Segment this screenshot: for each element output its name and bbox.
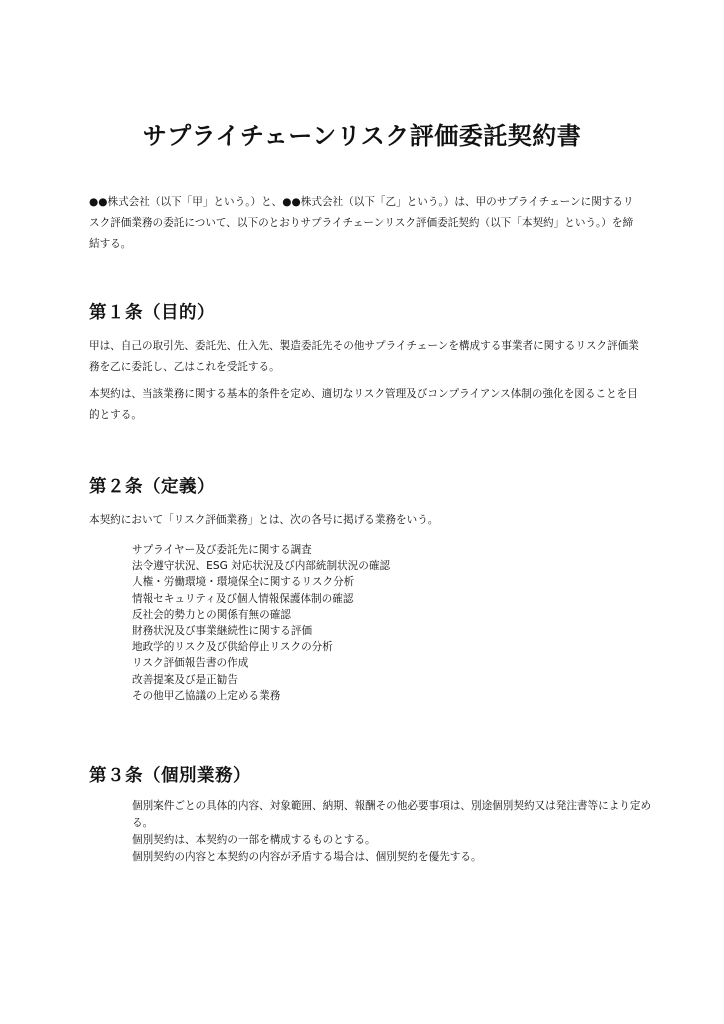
article-2-heading: 第２条（定義） — [89, 477, 215, 497]
list-item: 財務状況及び事業継続性に関する評価 — [132, 625, 313, 638]
article-2-item-list — [132, 542, 652, 704]
list-item: 人権・労働環境・環境保全に関するリスク分析 — [132, 576, 355, 589]
list-item: 個別案件ごとの具体的内容、対象範囲、納期、報酬その他必要事項は、別途個別契約又は発注書等により定める。 — [132, 800, 652, 829]
list-item: 情報セキュリティ及び個人情報保護体制の確認 — [132, 592, 354, 605]
list-item: 改善提案及び是正勧告 — [132, 673, 238, 686]
list-item: 法令遵守状況、ESG 対応状況及び内部統制状況の確認 — [132, 560, 391, 573]
list-item: 個別契約の内容と本契約の内容が矛盾する場合は、個別契約を優先する。 — [132, 851, 482, 863]
article-1-heading: 第１条（目的） — [89, 303, 215, 323]
article-3-heading: 第３条（個別業務） — [89, 766, 251, 786]
list-item: 反社会的勢力との関係有無の確認 — [132, 608, 291, 621]
article-1-paragraph-1: 甲は、自己の取引先、委託先、仕入先、製造委託先その他サプライチェーンを構成する事業者に関するリスク評価業務を乙に委託し、乙はこれを受託する。 — [89, 340, 639, 373]
list-item: リスク評価報告書の作成 — [132, 657, 249, 670]
list-item: 個別契約は、本契約の一部を構成するものとする。 — [132, 834, 376, 846]
preamble: ●●株式会社（以下「甲」という。）と、●●株式会社（以下「乙」という。）は、甲のサプライチェーンに関するリスク評価業務の委託について、以下のとおりサプライチェーンリスク評価委託契約（以下「本契約」という。）を締結する。 — [89, 196, 634, 250]
article-2-intro: 本契約において「リスク評価業務」とは、次の各号に掲げる業務をいう。 — [89, 514, 439, 526]
list-item: 地政学的リスク及び供給停止リスクの分析 — [132, 641, 333, 654]
document-title: サプライチェーンリスク評価委託契約書 — [142, 122, 582, 150]
list-item: その他甲乙協議の上定める業務 — [132, 689, 281, 702]
list-item: サプライヤー及び委託先に関する調査 — [132, 544, 312, 556]
article-1-paragraph-2: 本契約は、当該業務に関する基本的条件を定め、適切なリスク管理及びコンプライアンス体制の強化を図ることを目的とする。 — [89, 388, 638, 421]
article-3-item-list — [132, 798, 652, 866]
